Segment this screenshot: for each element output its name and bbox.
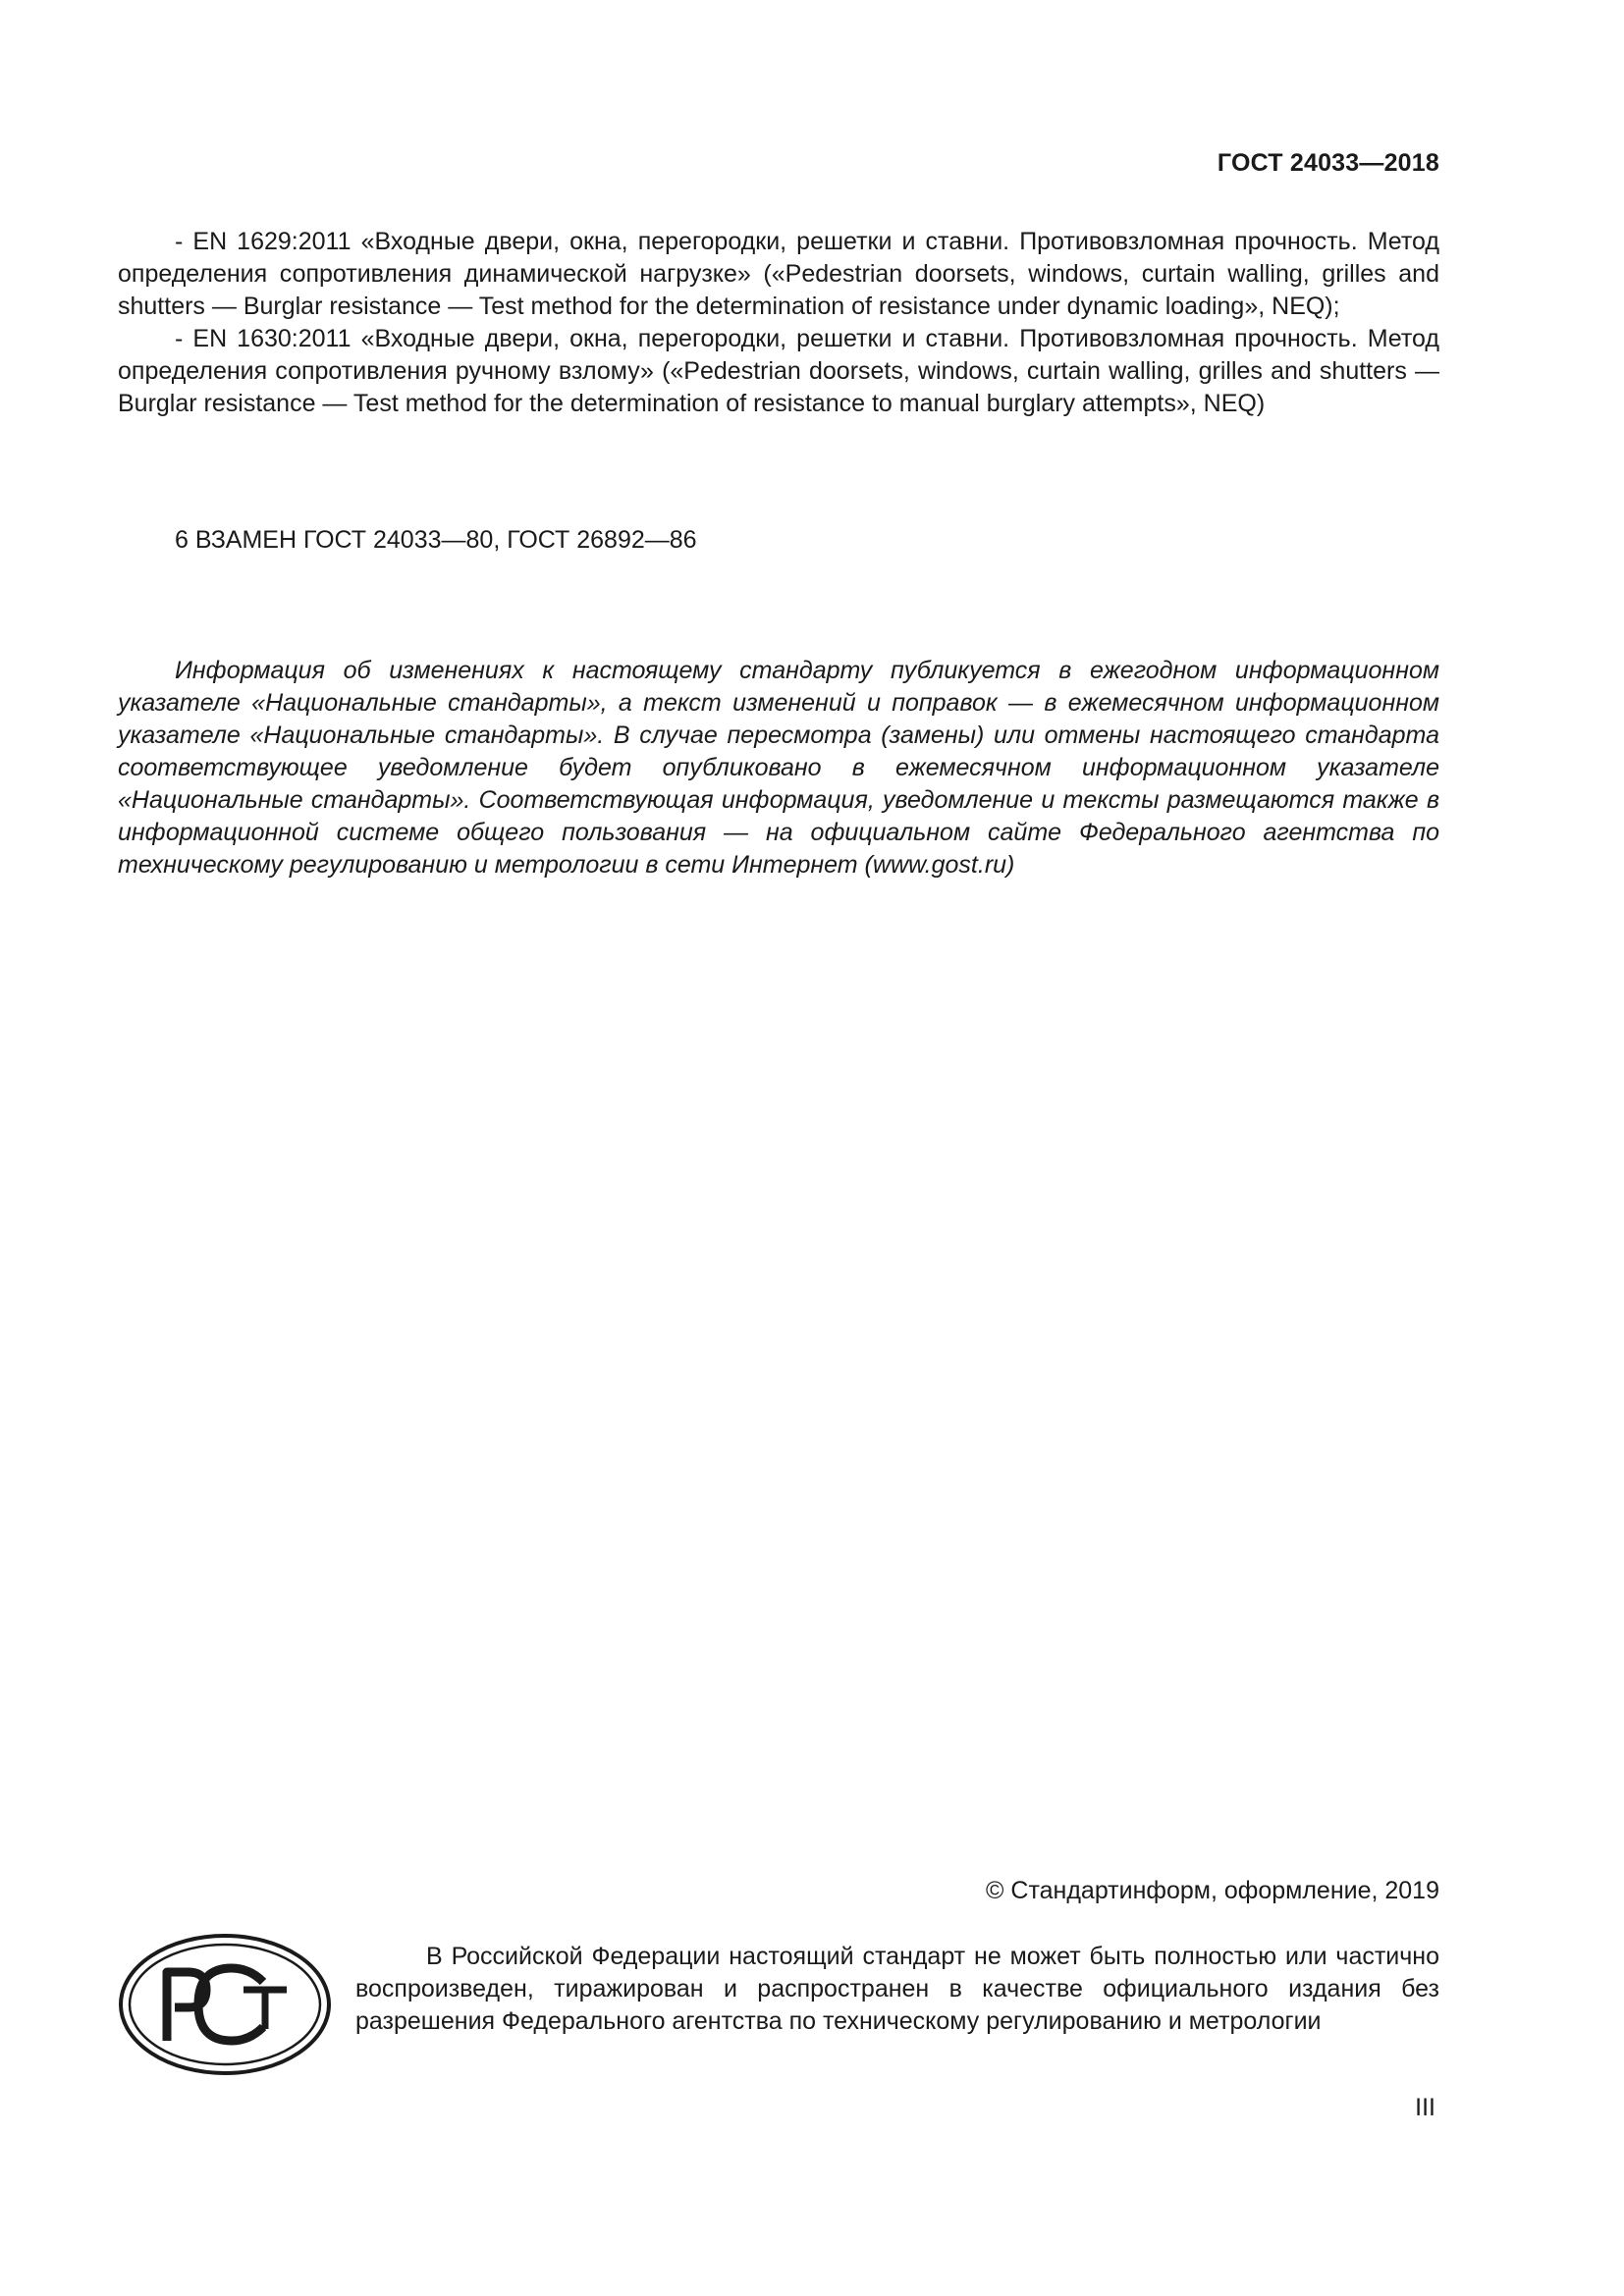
amendments-info-block bbox=[118, 655, 1439, 881]
page-number: III bbox=[1415, 2094, 1435, 2121]
document-code-header: ГОСТ 24033—2018 bbox=[1217, 149, 1439, 177]
replaces-statement: 6 ВЗАМЕН ГОСТ 24033—80, ГОСТ 26892—86 bbox=[175, 526, 697, 554]
reference-item-en-1629: - EN 1629:2011 «Входные двери, окна, перегородки, решетки и ставни. Противовзломная прочность. Метод определения сопротивления динамической нагрузке» («Pedestrian doorsets, windows, curtain walling, grilles and shutters — Burglar resistance — Test method for the determination of resistance under dynamic loading», NEQ); bbox=[118, 228, 1439, 320]
reproduction-notice-text: В Российской Федерации настоящий стандарт не может быть полностью или частично воспроизведен, тиражирован и распространен в качестве официального издания без разрешения Федерального агентства по техническому регулированию и метрологии bbox=[355, 1943, 1439, 2035]
copyright-line: © Стандартинформ, оформление, 2019 bbox=[986, 1877, 1439, 1904]
reference-item-en-1630: - EN 1630:2011 «Входные двери, окна, перегородки, решетки и ставни. Противовзломная прочность. Метод определения сопротивления ручному взлому» («Pedestrian doorsets, windows, curtain walling, grilles and shutters — Burglar resistance — Test method for the determination of resistance to manual burglary attempts», NEQ) bbox=[118, 325, 1439, 417]
rst-certification-mark-icon bbox=[116, 1931, 334, 2078]
reproduction-notice bbox=[355, 1941, 1439, 2038]
amendments-info-text: Информация об изменениях к настоящему стандарту публикуется в ежегодном информационном указателе «Национальные стандарты», а текст изменений и поправок — в ежемесячном информационном указателе «Национальные стандарты». В случае пересмотра (замены) или отмены настоящего стандарта соответствующее уведомление будет опубликовано в ежемесячном информационном указателе «Национальные стандарты». Соответствующая информация, уведомление и тексты размещаются также в информационной системе общего пользования — на официальном сайте Федерального агентства по техническому регулированию и метрологии в сети Интернет (www.gost.ru) bbox=[118, 657, 1439, 879]
reference-list bbox=[118, 226, 1439, 420]
